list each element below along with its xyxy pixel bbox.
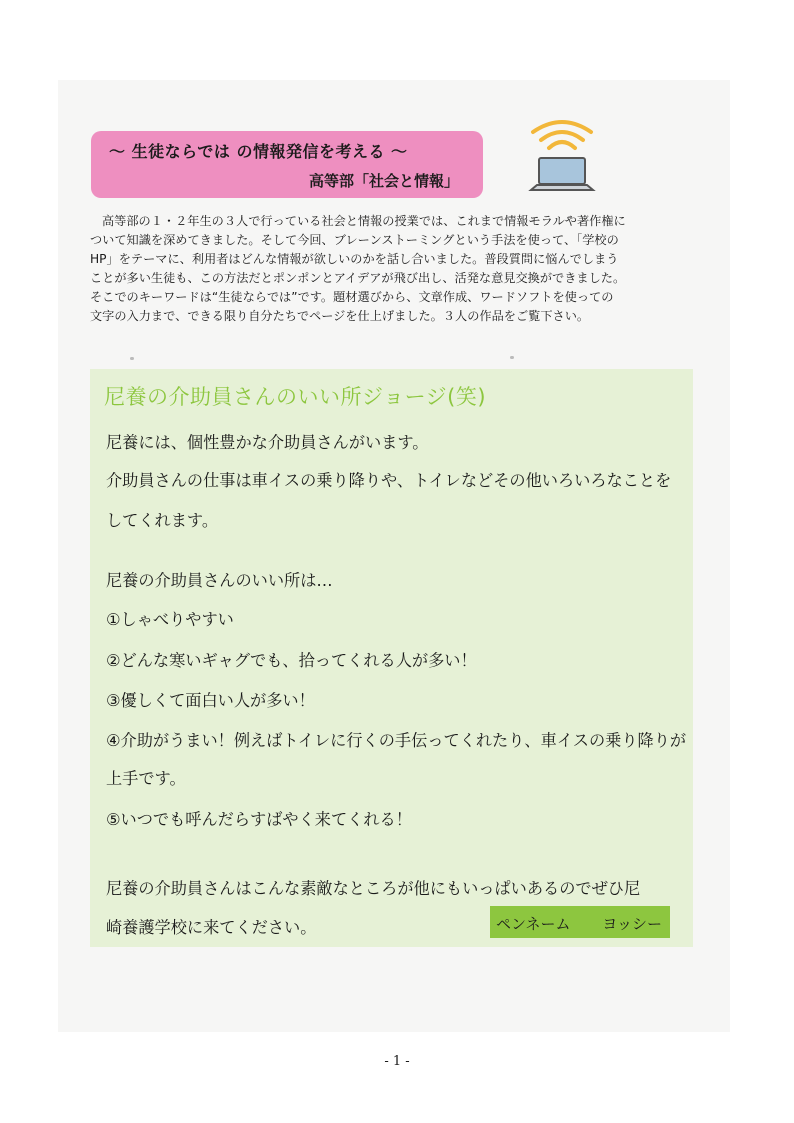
laptop-wifi-icon <box>525 116 599 196</box>
article-line: ③優しくて面白い人が多い！ <box>106 691 315 710</box>
article-line: ①しゃべりやすい <box>106 610 234 629</box>
intro-line: 文字の入力まで、できる限り自分たちでページを仕上げました。３人の作品をご覧下さい。 <box>90 309 590 323</box>
article-line: ②どんな寒いギャグでも、拾ってくれる人が多い！ <box>106 651 477 670</box>
intro-text <box>90 212 700 326</box>
article-line: 上手です。 <box>106 769 186 788</box>
intro-line: 高等部の１・２年生の３人で行っている社会と情報の授業では、これまで情報モラルや著作権に <box>102 214 626 228</box>
intro-line: ことが多い生徒も、この方法だとポンポンとアイデアが飛び出し、活発な意見交換ができました。 <box>90 271 626 285</box>
intro-line: ついて知識を深めてきました。そして今回、ブレーンストーミングという手法を使って、「学校の <box>90 233 619 247</box>
article-line: 尼養には、個性豊かな介助員さんがいます。 <box>106 433 429 452</box>
article-line: 介助員さんの仕事は車イスの乗り降りや、トイレなどその他いろいろなことを <box>106 471 672 490</box>
article-line: してくれます。 <box>106 511 219 530</box>
scan-speck <box>510 356 514 359</box>
scan-speck <box>130 357 134 360</box>
title-box <box>91 131 483 198</box>
pen-name-badge <box>490 906 670 938</box>
article-line: ⑤いつでも呼んだらすばやく来てくれる！ <box>106 810 412 829</box>
article-title: 尼養の介助員さんのいい所ジョージ(笑) <box>104 385 487 409</box>
article-line: 尼養の介助員さんはこんな素敵なところが他にもいっぱいあるのでぜひ尼 <box>106 879 641 898</box>
section-subtitle: 高等部「社会と情報」 <box>308 172 459 190</box>
page-title: ～ 生徒ならでは の情報発信を考える ～ <box>109 142 408 161</box>
article-box <box>90 369 693 947</box>
article-line: 尼養の介助員さんのいい所は… <box>106 571 333 590</box>
article-line: ④介助がうまい！例えばトイレに行くの手伝ってくれたり、車イスの乗り降りが <box>106 731 687 750</box>
intro-line: そこでのキーワードは“生徒ならでは”です。題材選びから、文章作成、ワードソフトを使っての <box>90 290 614 304</box>
pen-name-value: ヨッシー <box>602 915 662 933</box>
pen-name-label: ペンネーム <box>496 915 571 933</box>
article-line: 崎養護学校に来てください。 <box>106 918 317 937</box>
intro-line: HP」をテーマに、利用者はどんな情報が欲しいのかを話し合いました。普段質問に悩んでしまう <box>90 252 619 266</box>
page-number: - 1 - <box>384 1054 410 1069</box>
